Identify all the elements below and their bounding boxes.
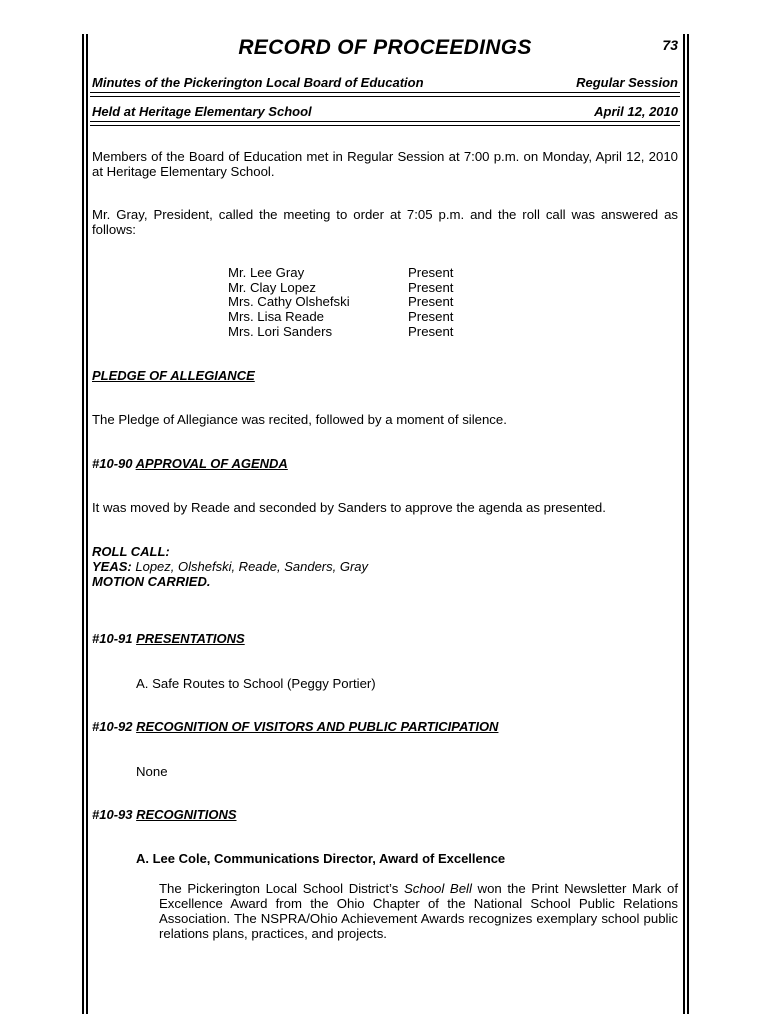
agenda-heading	[92, 456, 288, 471]
presentation-item: A. Safe Routes to School (Peggy Portier)	[136, 676, 376, 691]
member-status: Present	[408, 309, 454, 325]
recognitions-heading	[92, 807, 237, 822]
recognitions-heading-text: RECOGNITIONS	[136, 807, 237, 822]
roll-call-row	[228, 281, 453, 296]
member-name: Mrs. Cathy Olshefski	[228, 294, 350, 310]
roll-call-label: ROLL CALL:	[92, 544, 170, 559]
roll-call-list	[228, 266, 453, 340]
member-status: Present	[408, 294, 454, 310]
intro-paragraph: Members of the Board of Education met in Regular Session at 7:00 p.m. on Monday, April 12, 2010 at Heritage Elementary School.	[92, 149, 678, 179]
vote-block	[92, 544, 368, 589]
recognitions-number: #10-93	[92, 807, 133, 822]
visitors-text: None	[136, 764, 168, 779]
presentations-number: #10-91	[92, 631, 133, 646]
agenda-heading-text: APPROVAL OF AGENDA	[135, 456, 288, 471]
member-name: Mrs. Lori Sanders	[228, 323, 333, 339]
yeas-names: Lopez, Olshefski, Reade, Sanders, Gray	[135, 559, 369, 574]
call-to-order-paragraph: Mr. Gray, President, called the meeting to order at 7:05 p.m. and the roll call was answered as follows:	[92, 207, 678, 237]
member-name: Mrs. Lisa Reade	[228, 309, 325, 325]
page-number: 73	[662, 37, 678, 53]
newsletter-title: School Bell	[403, 881, 472, 896]
award-text-pre: The Pickerington Local School District’s	[159, 881, 404, 896]
header-divider-2	[90, 121, 680, 126]
recognition-a-heading: A. Lee Cole, Communications Director, Award of Excellence	[136, 851, 506, 866]
meeting-date: April 12, 2010	[594, 104, 678, 119]
header-divider-1	[90, 92, 680, 97]
member-name: Mr. Lee Gray	[228, 265, 305, 280]
award-paragraph	[159, 881, 678, 941]
member-status: Present	[408, 323, 454, 339]
roll-call-row	[228, 295, 453, 310]
member-status: Present	[408, 279, 454, 295]
pledge-heading-text: PLEDGE OF ALLEGIANCE	[92, 368, 255, 383]
motion-result: MOTION CARRIED.	[92, 574, 211, 589]
header-row-minutes	[92, 75, 678, 90]
visitors-heading	[92, 719, 498, 734]
header-row-location	[92, 104, 678, 119]
member-name: Mr. Clay Lopez	[228, 279, 316, 295]
roll-call-row	[228, 266, 453, 281]
pledge-paragraph: The Pledge of Allegiance was recited, followed by a moment of silence.	[92, 412, 507, 427]
yeas-label: YEAS:	[92, 559, 132, 574]
agenda-paragraph: It was moved by Reade and seconded by Sanders to approve the agenda as presented.	[92, 500, 606, 515]
pledge-heading	[92, 368, 255, 383]
session-type: Regular Session	[576, 75, 678, 90]
left-margin-line-outer	[82, 34, 84, 1014]
agenda-number: #10-90	[92, 456, 133, 471]
left-margin-line-inner	[86, 34, 88, 1014]
member-status: Present	[408, 265, 454, 280]
visitors-number: #10-92	[92, 719, 133, 734]
right-margin-line-inner	[683, 34, 685, 1014]
roll-call-row	[228, 325, 453, 340]
yeas-line	[92, 559, 368, 574]
page-title: RECORD OF PROCEEDINGS	[238, 36, 532, 59]
roll-call-row	[228, 310, 453, 325]
minutes-label: Minutes of the Pickerington Local Board of Education	[92, 75, 424, 90]
award-text-post: won the Print Newsletter Mark of Excellence Award from the Ohio Chapter of the National School Public Relations Association. The NSPRA/Ohio Achievement Awards recognizes exemplary school public relations plans, practices, and projects.	[159, 881, 678, 941]
meeting-location: Held at Heritage Elementary School	[92, 104, 312, 119]
presentations-heading-text: PRESENTATIONS	[136, 631, 245, 646]
right-margin-line-outer	[687, 34, 689, 1014]
presentations-heading	[92, 631, 245, 646]
visitors-heading-text: RECOGNITION OF VISITORS AND PUBLIC PARTICIPATION	[136, 719, 499, 734]
